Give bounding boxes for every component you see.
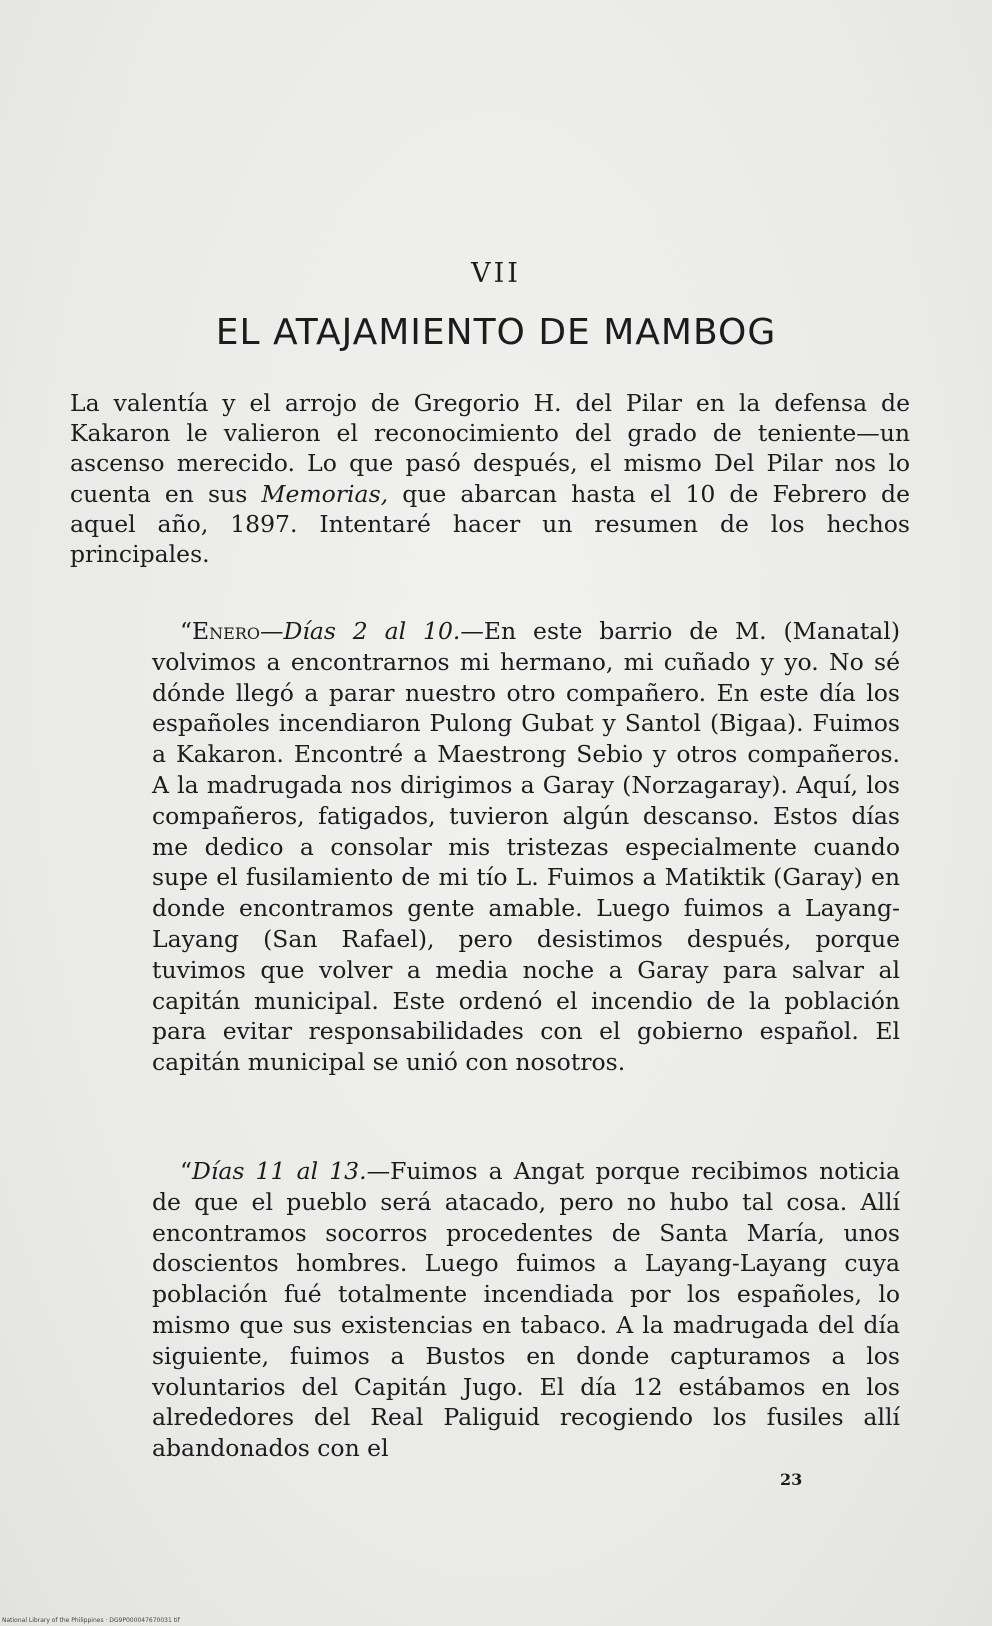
intro-italic-title: Memorias, bbox=[261, 479, 389, 508]
intro-text-start: La valentía y el arrojo de Gregorio H. del Pilar en la defensa de Kakaron le valieron el reconocimiento del grado de teniente—un ascenso merecido. Lo que pasó después, el mismo Del Pilar nos lo cuenta en sus bbox=[70, 389, 910, 508]
entry-dash: — bbox=[260, 617, 284, 645]
diary-entry-days-11-13 bbox=[152, 1156, 900, 1464]
entry-days: Días 2 al 10. bbox=[283, 617, 461, 645]
entry-month: Enero bbox=[192, 617, 261, 645]
entry-open-quote: “ bbox=[180, 1157, 193, 1185]
intro-paragraph bbox=[70, 388, 910, 569]
chapter-title: EL ATAJAMIENTO DE MAMBOG bbox=[215, 312, 777, 353]
entry-text: —En este barrio de M. (Manatal) volvimos a encontrarnos mi hermano, mi cuñado y yo. No sé dónde llegó a parar nuestro otro compañero. En este día los españoles incendiaron Pulong Gubat y Santol (Bigaa). Fuimos a Kakaron. Encontré a Maestrong Sebio y otros compañeros. A la madrugada nos dirigimos a Garay (Norzagaray). Aquí, los compañeros, fatigados, tuvieron algún descanso. Estos días me dedico a consolar mis tristezas especialmente cuando supe el fusilamiento de mi tío L. Fuimos a Matiktik (Garay) en donde encontramos gente amable. Luego fuimos a Layang-Layang (San Rafael), pero desistimos después, porque tuvimos que volver a media noche a Garay para salvar al capitán municipal. Este ordenó el incendio de la población para evitar responsabilidades con el gobierno español. El capitán municipal se unió con nosotros. bbox=[152, 617, 900, 1077]
diary-entry-enero bbox=[152, 616, 900, 1078]
intro-text-end: que abarcan hasta el 10 de Febrero de aquel año, 1897. Intentaré hacer un resumen de los hechos principales. bbox=[70, 479, 910, 569]
scan-footer: National Library of the Philippines · DG9P000047670031 tif bbox=[2, 1617, 180, 1624]
page-number: 23 bbox=[780, 1470, 803, 1489]
entry-open-quote: “ bbox=[180, 617, 193, 645]
chapter-number: VII bbox=[471, 258, 521, 289]
entry-days: Días 11 al 13. bbox=[192, 1157, 367, 1185]
entry-text: —Fuimos a Angat porque recibimos noticia de que el pueblo será atacado, pero no hubo tal cosa. Allí encontramos socorros procedentes de Santa María, unos doscientos hombres. Luego fuimos a Layang-Layang cuya población fué totalmente incendiada por los españoles, lo mismo que sus existencias en tabaco. A la madrugada del día siguiente, fuimos a Bustos en donde capturamos a los voluntarios del Capitán Jugo. El día 12 estábamos en los alrededores del Real Paliguid recogiendo los fusiles allí abandonados con el bbox=[152, 1157, 900, 1463]
